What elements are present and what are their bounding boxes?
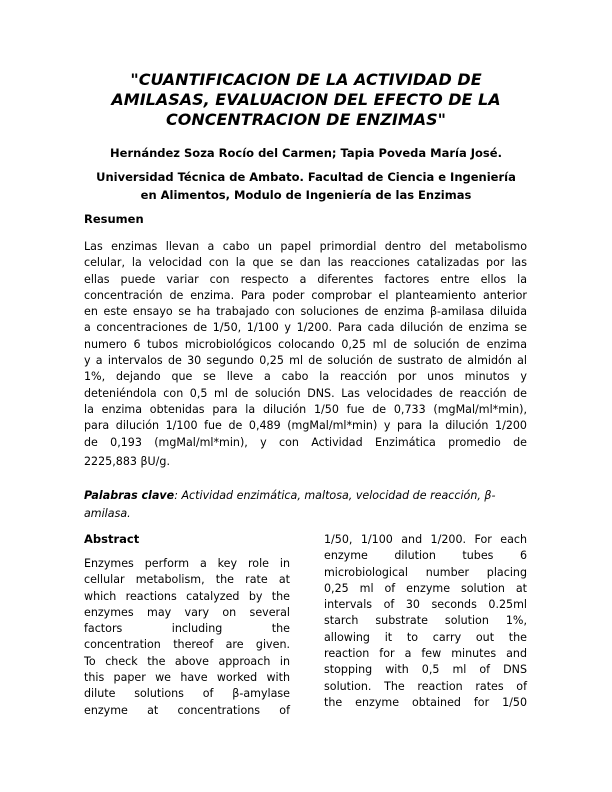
resumen-line: 2225,883 βU/g.	[84, 454, 170, 468]
abstract-line: this paper we have worked with	[84, 671, 290, 685]
abstract-line: enzyme dilution tubes 6	[324, 549, 527, 563]
resumen-line: deteniéndola con 0,5 ml de solución DNS. Las velocidades de reacción de	[84, 386, 527, 400]
abstract-line: cellular metabolism, the rate at	[84, 573, 290, 587]
title-line: AMILASAS, EVALUACION DEL EFECTO DE LA	[111, 90, 501, 109]
abstract-line: enzyme at concentrations of	[84, 703, 290, 717]
resumen-line: a concentraciones de 1/50, 1/100 y 1/200. Para cada dilución de enzima se	[84, 321, 527, 335]
affiliation-line: Universidad Técnica de Ambato. Facultad de Ciencia e Ingeniería	[96, 170, 516, 184]
abstract-line: stopping with 0,5 ml of DNS	[324, 663, 527, 677]
resumen-line: numero 6 tubos microbiológicos colocando 0,25 ml de solución de enzima	[84, 337, 527, 351]
abstract-line: enzymes may vary on several	[84, 605, 290, 619]
abstract-line: starch substrate solution 1%,	[324, 614, 527, 628]
abstract-right-column	[324, 532, 527, 711]
resumen-line: ellas puede variar con respecto a diferentes factores entre ellos la	[84, 272, 527, 286]
paper-title	[70, 70, 542, 130]
resumen-line: concentración de enzima. Para poder comprobar el planteamiento anterior	[84, 288, 527, 302]
abstract-heading: Abstract	[84, 532, 140, 546]
keywords-text: : Actividad enzimática, maltosa, velocidad de reacción, β-amilasa.	[84, 489, 496, 520]
title-line: CONCENTRACION DE ENZIMAS"	[166, 110, 446, 129]
abstract-line: intervals of 30 seconds 0.25ml	[324, 598, 527, 612]
abstract-line: which reactions catalyzed by the	[84, 589, 290, 603]
resumen-line: 1%, dejando que se lleve a cabo la reacción por unos minutos y	[84, 370, 527, 384]
abstract-line: factors including the	[84, 622, 290, 636]
resumen-line: de 0,193 (mgMal/ml*min), y con Actividad Enzimática promedio de	[84, 435, 527, 449]
keywords	[84, 487, 527, 522]
resumen-body	[84, 239, 527, 470]
abstract-line: To check the above approach in	[84, 654, 290, 668]
abstract-line: microbiological number placing	[324, 565, 527, 579]
resumen-line: la enzima obtenidas para la dilución 1/50 fue de 0,733 (mgMal/ml*min),	[84, 402, 527, 416]
abstract-line: the enzyme obtained for 1/50	[324, 695, 527, 709]
affiliation-line: en Alimentos, Modulo de Ingeniería de las Enzimas	[140, 188, 472, 202]
abstract-line: reaction for a few minutes and	[324, 647, 527, 661]
resumen-line: en este ensayo se ha trabajado con soluciones de enzima β-amilasa diluida	[84, 305, 527, 319]
abstract-line: concentration thereof are given.	[84, 638, 290, 652]
affiliation	[70, 168, 542, 204]
title-line: "CUANTIFICACION DE LA ACTIVIDAD DE	[130, 70, 482, 89]
resumen-line: Las enzimas llevan a cabo un papel primordial dentro del metabolismo	[84, 240, 527, 253]
keywords-label: Palabras clave	[84, 489, 175, 502]
abstract-line: 0,25 ml of enzyme solution at	[324, 581, 527, 595]
resumen-line: celular, la velocidad con la que se dan las reacciones catalizadas por las	[84, 256, 527, 270]
authors: Hernández Soza Rocío del Carmen; Tapia Poveda María José.	[110, 146, 502, 160]
abstract-left-column	[84, 556, 290, 719]
resumen-line: para dilución 1/100 fue de 0,489 (mgMal/ml*min) y para la dilución 1/200	[84, 419, 527, 433]
resumen-heading: Resumen	[84, 212, 144, 226]
abstract-line: 1/50, 1/100 and 1/200. For each	[324, 533, 527, 546]
abstract-line: dilute solutions of β-amylase	[84, 687, 290, 701]
abstract-line: Enzymes perform a key role in	[84, 557, 290, 570]
abstract-line: allowing it to carry out the	[324, 630, 527, 644]
abstract-line: solution. The reaction rates of	[324, 679, 527, 693]
resumen-line: y a intervalos de 30 segundo 0,25 ml de solución de sustrato de almidón al	[84, 354, 527, 368]
